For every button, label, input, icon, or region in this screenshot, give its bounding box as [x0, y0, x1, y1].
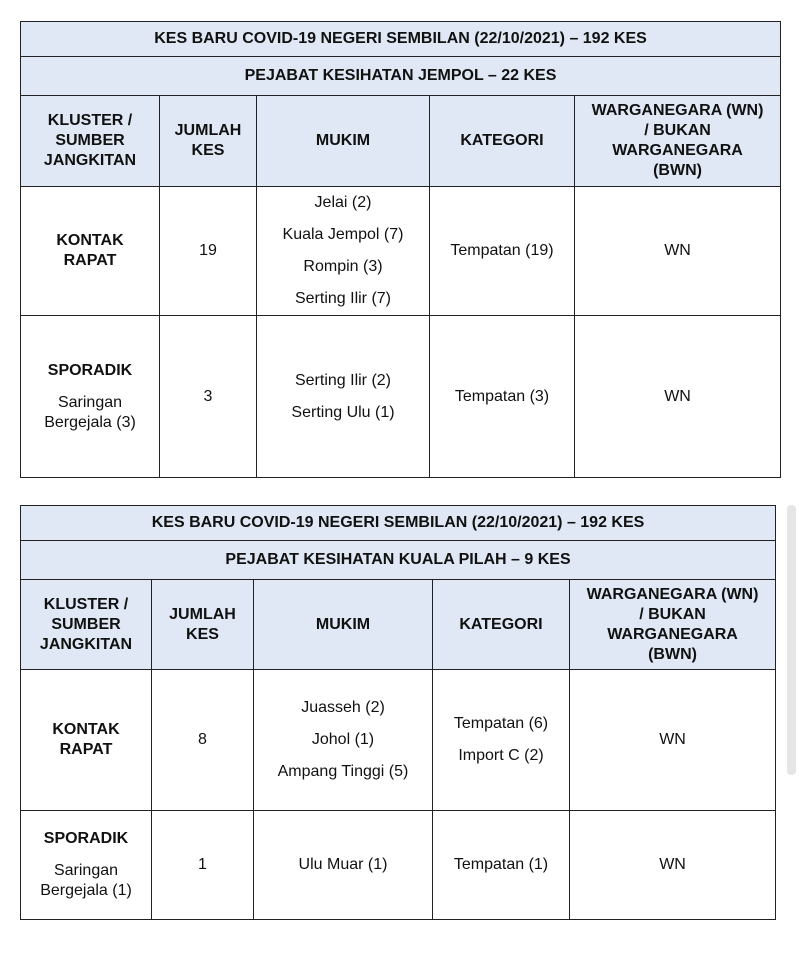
table-row — [21, 670, 776, 811]
kluster-cell: SPORADIK Saringan Bergejala (3) — [21, 316, 160, 478]
column-header-warganegara: WARGANEGARA (WN) / BUKAN WARGANEGARA (BWN) — [570, 580, 776, 670]
jumlah-cell: 3 — [160, 316, 257, 478]
kategori-cell: Tempatan (3) — [430, 316, 575, 478]
kluster-cell: SPORADIK Saringan Bergejala (1) — [21, 811, 152, 920]
kategori-cell: Tempatan (1) — [433, 811, 570, 920]
mukim-cell: Jelai (2) Kuala Jempol (7) Rompin (3) Serting Ilir (7) — [257, 187, 430, 316]
jumlah-cell: 19 — [160, 187, 257, 316]
mukim-cell: Ulu Muar (1) — [254, 811, 433, 920]
report-title: KES BARU COVID-19 NEGERI SEMBILAN (22/10/2021) – 192 KES — [21, 22, 781, 57]
warganegara-cell: WN — [570, 811, 776, 920]
column-header-jumlah: JUMLAH KES — [160, 96, 257, 187]
mukim-cell: Juasseh (2) Johol (1) Ampang Tinggi (5) — [254, 670, 433, 811]
office-heading: PEJABAT KESIHATAN JEMPOL – 22 KES — [21, 57, 781, 96]
kategori-cell: Tempatan (6) Import C (2) — [433, 670, 570, 811]
jumlah-cell: 8 — [152, 670, 254, 811]
kluster-cell: KONTAK RAPAT — [21, 187, 160, 316]
table-row — [21, 811, 776, 920]
column-header-warganegara: WARGANEGARA (WN) / BUKAN WARGANEGARA (BWN) — [575, 96, 781, 187]
column-header-jumlah: JUMLAH KES — [152, 580, 254, 670]
column-header-kategori: KATEGORI — [433, 580, 570, 670]
warganegara-cell: WN — [575, 316, 781, 478]
column-header-kluster: KLUSTER / SUMBER JANGKITAN — [21, 96, 160, 187]
column-header-kluster: KLUSTER / SUMBER JANGKITAN — [21, 580, 152, 670]
warganegara-cell: WN — [575, 187, 781, 316]
kategori-cell: Tempatan (19) — [430, 187, 575, 316]
report-title: KES BARU COVID-19 NEGERI SEMBILAN (22/10/2021) – 192 KES — [21, 506, 776, 541]
jumlah-cell: 1 — [152, 811, 254, 920]
warganegara-cell: WN — [570, 670, 776, 811]
column-header-kategori: KATEGORI — [430, 96, 575, 187]
table-row — [21, 187, 781, 316]
kuala-pilah-table — [20, 505, 776, 920]
table-row — [21, 316, 781, 478]
jempol-table — [20, 21, 781, 478]
kluster-cell: KONTAK RAPAT — [21, 670, 152, 811]
office-heading: PEJABAT KESIHATAN KUALA PILAH – 9 KES — [21, 541, 776, 580]
mukim-cell: Serting Ilir (2) Serting Ulu (1) — [257, 316, 430, 478]
scrollbar[interactable] — [787, 505, 796, 775]
column-header-mukim: MUKIM — [257, 96, 430, 187]
column-header-mukim: MUKIM — [254, 580, 433, 670]
